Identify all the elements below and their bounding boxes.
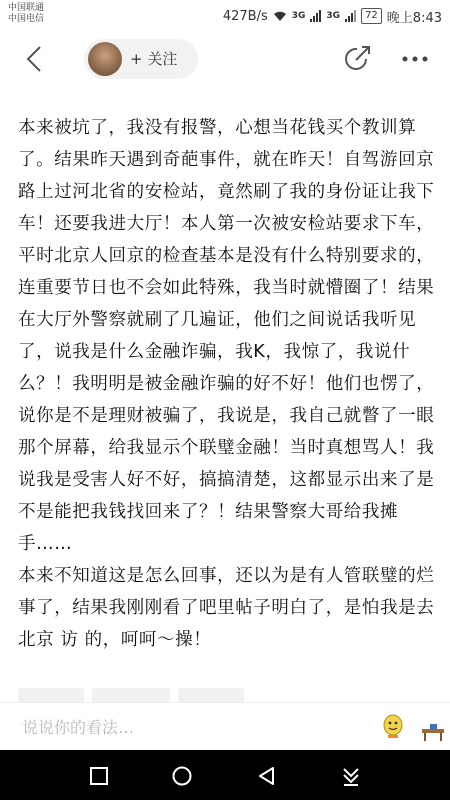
comment-input[interactable]: 说说你的看法… (22, 718, 135, 737)
post-paragraph-1: 本来被坑了，我没有报警，心想当花钱买个教训算了。结果昨天遇到奇葩事件，就在昨天！自驾游回京路上过河北省的安检站，竟然刷了我的身份证让我下车！还要我进大厅！本人第一次被安检站要求下车，平时北京人回京的检查基本是没有什么特别要求的，连重要节日也不会如此特殊，我当时就懵圈了！结果在大厅外警察就刷了几遍证，他们之间说话我听见了，说我是什么金融诈骗，我K，我惊了，我说什么？！我明明是被金融诈骗的好不好！他们也愣了，说你是不是理财被骗了，我说是，我自己就瞥了一眼那个屏幕，给我显示个联璧金融！当时真想骂人！我说我是受害人好不好，搞搞清楚，这都显示出来了是不是能把我钱找回来了？！结果警察大哥给我摊手…… (18, 118, 435, 554)
clock: 晚上8:43 (386, 10, 442, 26)
network-speed: 427B/s (222, 8, 268, 24)
more-dots-icon[interactable] (398, 44, 432, 74)
wifi-icon (273, 10, 287, 22)
status-bar (0, 0, 450, 32)
post-paragraph-2: 本来不知道这是怎么回事，还以为是有人管联璧的烂事了，结果我刚刚看了吧里帖子明白了，是怕我是去北京 访 的，呵呵～操！ (18, 566, 435, 650)
sim2-type: 3G (326, 10, 341, 21)
back-arrow-icon[interactable] (20, 44, 50, 74)
avatar[interactable] (88, 42, 122, 76)
carrier-2: 中国电信 (8, 14, 45, 24)
tag-pill[interactable] (18, 688, 84, 702)
hide-keyboard-icon[interactable] (340, 765, 362, 787)
tag-pill[interactable] (92, 688, 170, 702)
emoji-icon[interactable] (382, 713, 404, 739)
signal-bars-1-icon (310, 10, 321, 22)
top-nav (0, 32, 450, 88)
follow-button[interactable]: + 关注 (130, 50, 178, 68)
tag-pill[interactable] (178, 688, 244, 702)
comment-bar (0, 702, 450, 751)
carrier-1: 中国联通 (8, 3, 45, 13)
carrier-info (8, 3, 44, 25)
post-content (18, 112, 436, 656)
recent-apps-icon[interactable] (88, 765, 110, 787)
sim1-type: 3G (291, 10, 306, 21)
status-indicators (223, 6, 442, 26)
battery-level: 72 (361, 8, 382, 24)
home-icon[interactable] (171, 765, 193, 787)
author-chip[interactable] (84, 39, 198, 79)
system-nav-bar (0, 750, 450, 800)
desk-icon (420, 721, 448, 743)
signal-bars-2-icon (345, 10, 356, 22)
share-icon[interactable] (342, 44, 372, 74)
nav-back-icon[interactable] (256, 765, 278, 787)
